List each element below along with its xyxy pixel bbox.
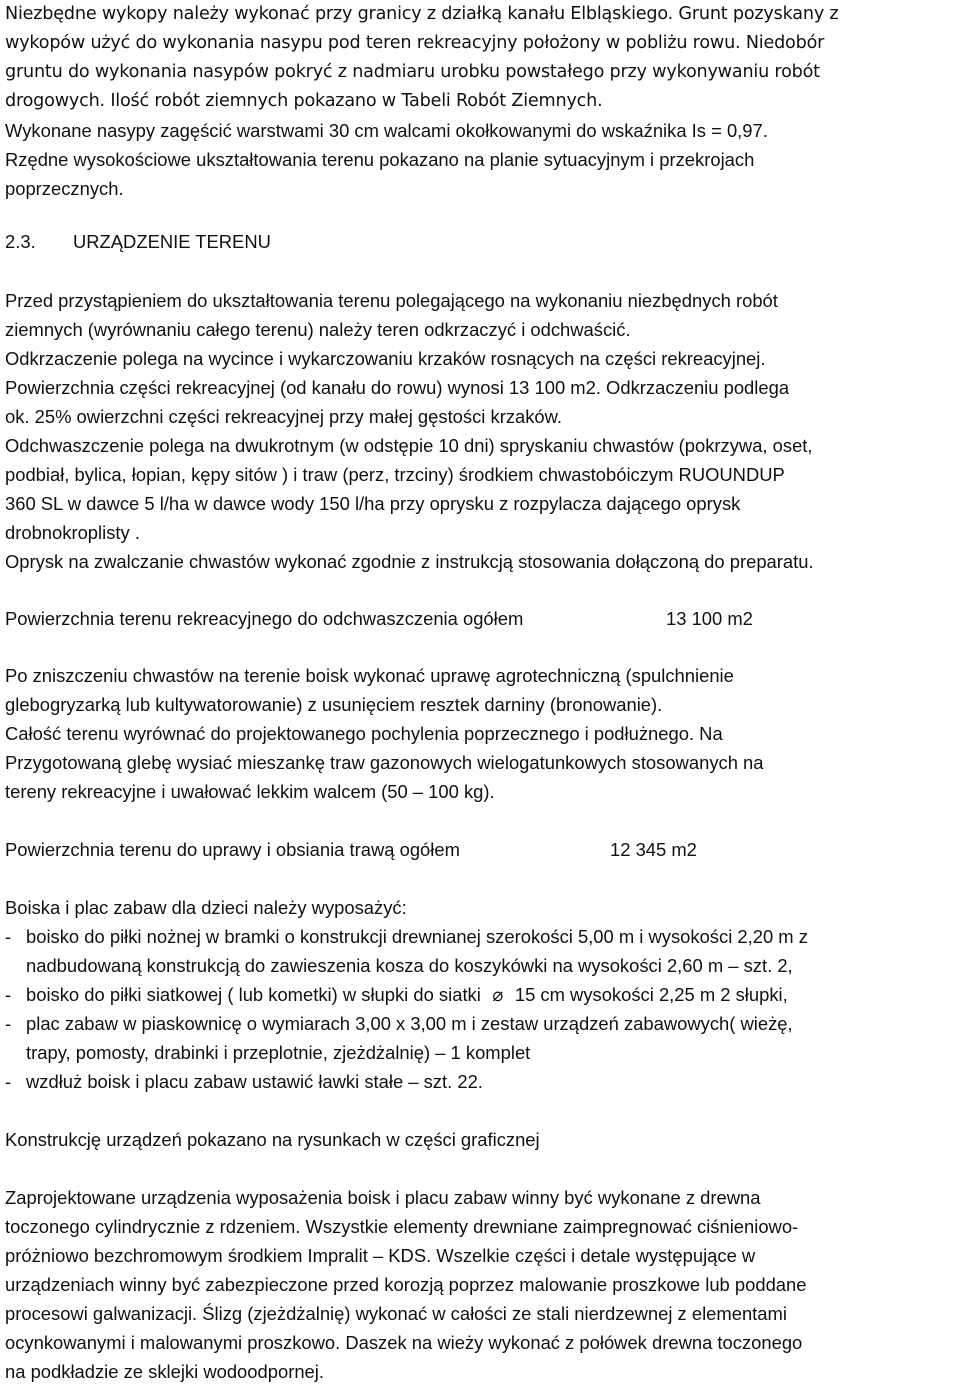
list-dash: - <box>5 1071 12 1092</box>
text-line: podbiał, bylica, łopian, kępy sitów ) i traw (perz, trzciny) środkiem chwastobóiczym RUOUNDUP <box>5 464 785 485</box>
list-item-text: plac zabaw w piaskownicę o wymiarach 3,00 x 3,00 m i zestaw urządzeń zabawowych( wieżę, <box>26 1013 793 1034</box>
text-line: próżniowo bezchromowym środkiem Impralit – KDS. Wszelkie części i detale występujące w <box>5 1245 756 1266</box>
text-line: toczonego cylindrycznie z rdzeniem. Wszystkie elementy drewniane zaimpregnować ciśnieniowo- <box>5 1216 799 1237</box>
list-item-text: boisko do piłki nożnej w bramki o konstrukcji drewnianej szerokości 5,00 m i wysokości 2,20 m z <box>26 926 808 947</box>
text-line: glebogryzarką lub kultywatorowanie) z usunięciem resztek darniny (bronowanie). <box>5 694 663 715</box>
list-item <box>5 1067 957 1096</box>
list-item-text: wzdłuż boisk i placu zabaw ustawić ławki stałe – szt. 22. <box>26 1071 483 1092</box>
list-item <box>5 1009 957 1038</box>
construction-note <box>5 1125 957 1154</box>
text-line: wykopów użyć do wykonania nasypu pod teren rekreacyjny położony w pobliżu rowu. Niedobór <box>5 33 825 53</box>
list-dash: - <box>5 926 12 947</box>
text-line: 360 SL w dawce 5 l/ha w dawce wody 150 l/ha przy oprysku z rozpylacza dającego oprysk <box>5 493 741 514</box>
text-line: Oprysk na zwalczanie chwastów wykonać zgodnie z instrukcją stosowania dołączoną do preparatu. <box>5 551 814 572</box>
section-heading <box>5 227 957 256</box>
diameter-icon: ⌀ <box>492 984 504 1005</box>
section-number: 2.3. <box>5 231 36 252</box>
list-dash: - <box>5 1013 12 1034</box>
weeding-area-label: Powierzchnia terenu rekreacyjnego do odchwaszczenia ogółem <box>5 608 524 629</box>
list-item-text: boisko do piłki siatkowej ( lub kometki) w słupki do siatki <box>26 984 481 1005</box>
text-line: procesowi galwanizacji. Ślizg (zjeżdżalnię) wykonać w całości ze stali nierdzewnej z elementami <box>5 1303 787 1324</box>
sowing-area-row <box>5 835 957 864</box>
list-item <box>5 980 957 1009</box>
section-title: URZĄDZENIE TERENU <box>73 231 271 252</box>
text-line: Całość terenu wyrównać do projektowanego pochylenia poprzecznego i podłużnego. Na <box>5 723 723 744</box>
text-line: na podkładzie ze sklejki wodoodpornej. <box>5 1361 324 1382</box>
text-line: ziemnych (wyrównaniu całego terenu) należy teren odkrzaczyć i odchwaścić. <box>5 319 631 340</box>
list-item-text: 15 cm wysokości 2,25 m 2 słupki, <box>514 984 788 1005</box>
text-line: gruntu do wykonania nasypów pokryć z nadmiaru urobku powstałego przy wykonywaniu robót <box>5 62 820 82</box>
text-line: Odkrzaczenie polega na wycince i wykarczowaniu krzaków rosnących na części rekreacyjnej. <box>5 348 766 369</box>
list-item-continuation: nadbudowaną konstrukcją do zawieszenia kosza do koszykówki na wysokości 2,60 m – szt. 2, <box>26 955 793 976</box>
intro-paragraph <box>5 0 957 203</box>
text-line: ocynkowanymi i malowanymi proszkowo. Daszek na wieży wykonać z połówek drewna toczonego <box>5 1332 803 1353</box>
materials-paragraph <box>5 1183 957 1386</box>
cultivation-paragraph <box>5 661 957 806</box>
text-line: Niezbędne wykopy należy wykonać przy granicy z działką kanału Elbląskiego. Grunt pozyskany z <box>5 4 839 24</box>
text-line: Zaprojektowane urządzenia wyposażenia boisk i placu zabaw winny być wykonane z drewna <box>5 1187 761 1208</box>
text-line: Konstrukcję urządzeń pokazano na rysunkach w części graficznej <box>5 1129 540 1150</box>
text-line: poprzecznych. <box>5 178 124 199</box>
list-dash: - <box>5 984 12 1005</box>
text-line: Powierzchnia części rekreacyjnej (od kanału do rowu) wynosi 13 100 m2. Odkrzaczeniu podlega <box>5 377 790 398</box>
text-line: Wykonane nasypy zagęścić warstwami 30 cm walcami okołkowanymi do wskaźnika Is = 0,97. <box>5 120 768 141</box>
text-line: Przygotowaną glebę wysiać mieszankę traw gazonowych wielogatunkowych stosowanych na <box>5 752 764 773</box>
text-line: urządzeniach winny być zabezpieczone przed korozją poprzez malowanie proszkowe lub poddane <box>5 1274 807 1295</box>
text-line: drobnokroplisty . <box>5 522 140 543</box>
text-line: Po zniszczeniu chwastów na terenie boisk wykonać uprawę agrotechniczną (spulchnienie <box>5 665 734 686</box>
weeding-area-value: 13 100 m2 <box>666 608 753 629</box>
list-item <box>5 922 957 951</box>
text-line: Odchwaszczenie polega na dwukrotnym (w odstępie 10 dni) spryskaniu chwastów (pokrzywa, oset, <box>5 435 813 456</box>
text-line: drogowych. Ilość robót ziemnych pokazano w Tabeli Robót Ziemnych. <box>5 91 603 111</box>
text-line: Przed przystąpieniem do ukształtowania terenu polegającego na wykonaniu niezbędnych robót <box>5 290 778 311</box>
equipment-intro: Boiska i plac zabaw dla dzieci należy wyposażyć: <box>5 897 407 918</box>
weeding-area-row <box>5 604 957 633</box>
equipment-list <box>5 893 957 1096</box>
clearing-paragraph <box>5 286 957 576</box>
sowing-area-label: Powierzchnia terenu do uprawy i obsiania trawą ogółem <box>5 839 460 860</box>
sowing-area-value: 12 345 m2 <box>610 839 697 860</box>
text-line: Rzędne wysokościowe ukształtowania terenu pokazano na planie sytuacyjnym i przekrojach <box>5 149 755 170</box>
text-line: tereny rekreacyjne i uwałować lekkim walcem (50 – 100 kg). <box>5 781 495 802</box>
list-item-continuation: trapy, pomosty, drabinki i przeplotnie, zjeżdżalnię) – 1 komplet <box>26 1042 531 1063</box>
text-line: ok. 25% owierzchni części rekreacyjnej przy małej gęstości krzaków. <box>5 406 563 427</box>
